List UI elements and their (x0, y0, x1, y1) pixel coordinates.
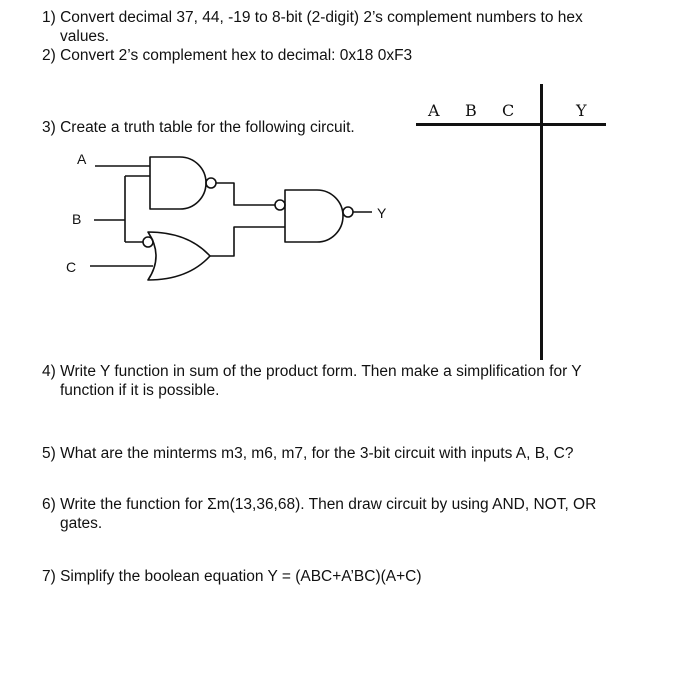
question-1-line-2: values. (60, 28, 110, 45)
wire-nand-to-and (216, 183, 275, 205)
question-6-line-2: gates. (60, 515, 103, 532)
truth-table-header-c: C (502, 101, 515, 120)
and-gate (285, 190, 343, 242)
nor-input-bubble (143, 237, 153, 247)
truth-table-header-a: A (428, 101, 440, 120)
input-label-c: C (66, 259, 77, 275)
question-2-line-1: 2) Convert 2’s complement hex to decimal: 0x18 0xF3 (42, 47, 413, 64)
output-label-y: Y (377, 205, 387, 221)
and-output-bubble (343, 207, 353, 217)
question-4-line-1: 4) Write Y function in sum of the product form. Then make a simplification for Y (42, 363, 582, 380)
question-5-line-1: 5) What are the minterms m3, m6, m7, for the 3-bit circuit with inputs A, B, C? (42, 445, 574, 462)
wire-nor-to-and (210, 227, 285, 256)
and-input-bubble (275, 200, 285, 210)
question-6-line-1: 6) Write the function for Σm(13,36,68). Then draw circuit by using AND, NOT, OR (42, 496, 597, 513)
question-4-line-2: function if it is possible. (60, 382, 220, 399)
nor-gate (148, 232, 210, 280)
nand-gate (150, 157, 206, 209)
question-1-line-1: 1) Convert decimal 37, 44, -19 to 8-bit (2-digit) 2’s complement numbers to hex (42, 9, 583, 26)
nand-output-bubble (206, 178, 216, 188)
truth-table-header-b: B (465, 101, 477, 120)
input-label-a: A (77, 151, 87, 167)
question-3-line-1: 3) Create a truth table for the following circuit. (42, 119, 355, 136)
wire-b (94, 176, 150, 242)
input-label-b: B (72, 211, 82, 227)
question-7-line-1: 7) Simplify the boolean equation Y = (ABC+A’BC)(A+C) (42, 568, 422, 585)
truth-table-header-y: Y (576, 101, 587, 120)
